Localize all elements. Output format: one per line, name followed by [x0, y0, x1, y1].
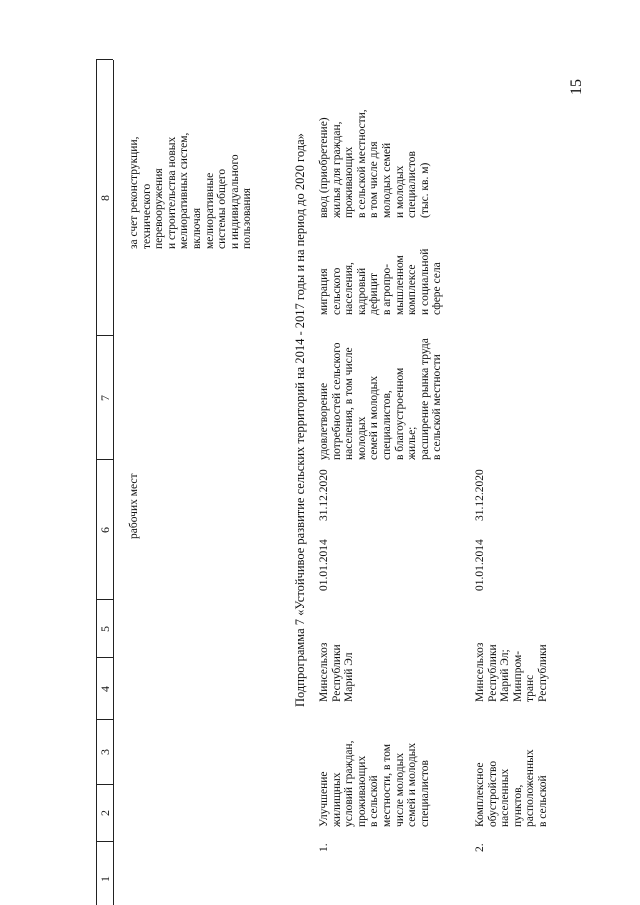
page-number: 15 [568, 79, 585, 95]
column-number: 6 [98, 527, 112, 533]
continuation-result: рабочих мест [128, 473, 140, 539]
row-name: Улучшение жилищных условий граждан, проживающих в сельской местности, в том числе молодых семей и молодых специалистов [318, 740, 431, 827]
column-number: 8 [98, 195, 112, 201]
table-top-rule [96, 60, 97, 905]
row-executor: Минсельхоз Республики Марий Эл; Минпром- транс Республики [474, 642, 549, 702]
row-consequences: миграция сельского населения, кадровый дефицит в агропро- мышленном комплексе и социальной сфере села [318, 248, 444, 315]
col-sep [96, 599, 113, 600]
row-name: Комплексное обустройство населенных пунктов, расположенных в сельской [474, 749, 549, 827]
column-number: 4 [98, 686, 112, 692]
row-indicators: ввод (приобретение) жилья для граждан, проживающих в сельской местности, в том числе для молодых семей и молодых специалистов (тыс. кв. м) [318, 109, 431, 218]
row-number: 2. [474, 843, 486, 852]
column-number: 3 [98, 749, 112, 755]
col-sep [96, 784, 113, 785]
column-number: 5 [98, 626, 112, 632]
subprogram-title: Подпрограмма 7 «Устойчивое развитие сельских территорий на 2014 - 2017 годы и на период до 2020 года» [293, 133, 307, 707]
header-right-rule [96, 59, 113, 60]
continuation-indicators: за счет реконструкции, технического перевооружения и строительства новых мелиоративных систем, включая мелиоративные системы общего и индивидуального пользования [128, 132, 254, 249]
column-number: 2 [98, 810, 112, 816]
col-sep [96, 841, 113, 842]
row-start-date: 01.01.2014 [474, 539, 486, 591]
row-executor: Минсельхоз Республики Марий Эл [318, 642, 356, 702]
col-sep [96, 657, 113, 658]
column-number: 7 [98, 395, 112, 401]
col-sep [96, 719, 113, 720]
row-number: 1. [318, 843, 330, 852]
row-start-date: 01.01.2014 [318, 539, 330, 591]
col-sep [96, 335, 113, 336]
row-result: удовлетворение потребностей сельского населения, в том числе молодых семей и молодых специалистов, в благоустроенном жилье; расширение рынка труда в сельской местности [318, 338, 444, 460]
col-sep [96, 459, 113, 460]
row-end-date: 31.12.2020 [318, 469, 330, 521]
row-end-date: 31.12.2020 [474, 469, 486, 521]
column-number: 1 [98, 876, 112, 882]
header-bottom-rule [113, 60, 114, 905]
